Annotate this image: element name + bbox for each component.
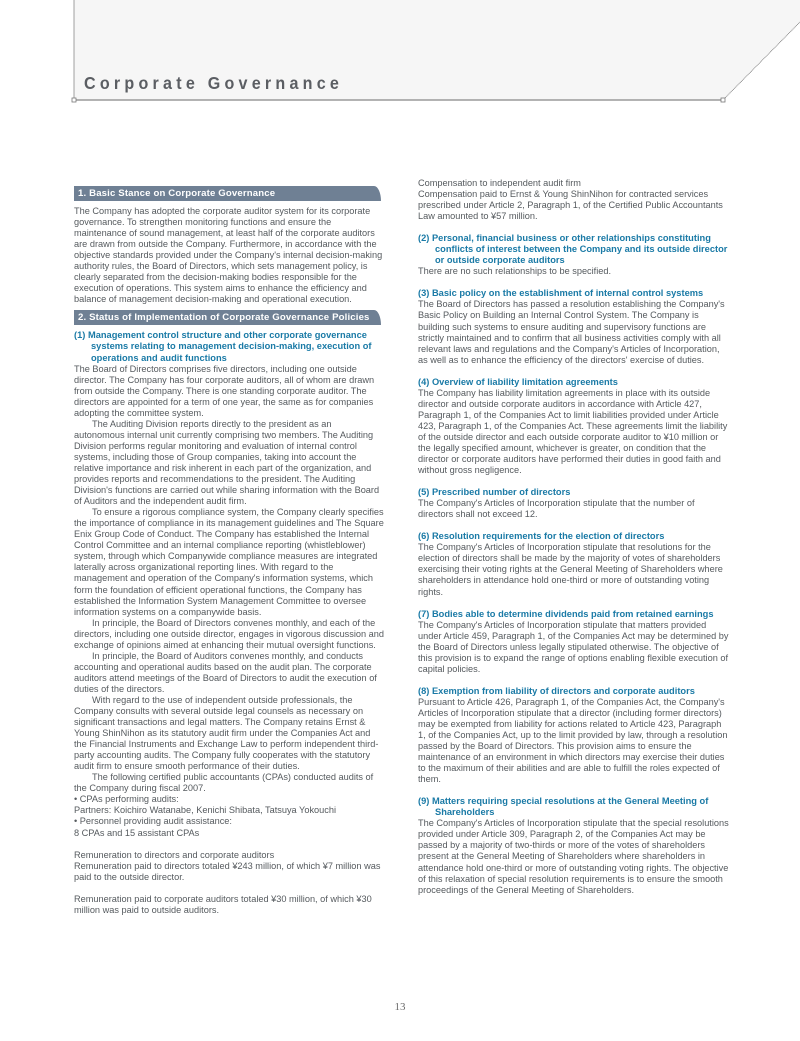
subsection-heading-5: (5) Prescribed number of directors (418, 487, 571, 498)
compensation-title: Compensation to independent audit firm (418, 178, 581, 188)
sub1-paragraph: In principle, the Board of Auditors convenes monthly, and conducts accounting and operational audits based on the audit plan. The corporate auditors attend meetings of the Board of Directors to audit the execution of duties of the directors. (74, 650, 377, 694)
subsection-body-8: Pursuant to Article 426, Paragraph 1, of the Companies Act, the Company's Articles of Incorporation stipulate that a director (including former directors) may be exempted from liability for actions related to Article 423, Paragraph 1, of the Companies Act, up to the limit provided by law, through a resolution passed by the Board of Directors. This provision aims to ensure the maintenance of an environment in which directors may exercise their duties to the maximum of their abilities and are able to fulfill the roles expected of them. (418, 696, 728, 785)
cpa-list-item: 8 CPAs and 15 assistant CPAs (74, 827, 200, 838)
remuneration-directors: Remuneration paid to directors totaled ¥243 million, of which ¥7 million was paid to the outside director. (74, 860, 381, 882)
sub1-paragraph: The Auditing Division reports directly to the president as an autonomous internal unit currently comprising two members. The Auditing Division performs regular monitoring and evaluation of internal control systems, including those of Group companies, taking into account the relative importance and risk inherent in each part of the organization, and provides reports and recommendations to the president. The Auditing Division's functions are carried out while sharing information with the Board of Auditors and the independent audit firm. (74, 418, 380, 507)
subsection-heading-3: (3) Basic policy on the establishment of internal control systems (418, 288, 704, 299)
sub1-paragraph: In principle, the Board of Directors convenes monthly, and each of the directors, including one outside director, engages in vigorous discussion and exchange of opinions aimed at enhancing their mutual oversight functions. (74, 617, 385, 650)
subsection-body-3: The Board of Directors has passed a resolution establishing the Company's Basic Policy on Building an Internal Control System. The Company is building such systems to ensure auditing and supervisory functions are strictly maintained and to confirm that all business activities comply with all relevant laws and regulations and the Company's Articles of Incorporation, as well as to enhance the efficiency of the directors' exercise of duties. (418, 299, 725, 365)
left-column (74, 186, 384, 916)
subsection-heading-8: (8) Exemption from liability of directors and corporate auditors (418, 685, 695, 696)
subsection-body-2: There are no such relationships to be specified. (418, 266, 612, 277)
sub1-paragraph: The Board of Directors comprises five directors, including one outside director. The Company has four corporate auditors, all of whom are drawn from outside the Company. There is one standing corporate auditor. The directors are appointed for a term of one year, the same as for companies adopting the committee system. (74, 363, 375, 418)
corner-marker-left (72, 98, 76, 102)
subsection-body-6: The Company's Articles of Incorporation stipulate that resolutions for the election of directors shall be made by the majority of votes of shareholders exercising their voting rights at the General Meeting of Shareholders where shareholders in attendance hold one-third or more of outstanding voting rights. (418, 542, 723, 597)
compensation-body: Compensation paid to Ernst & Young ShinNihon for contracted services prescribed under Article 2, Paragraph 1, of the Certified Public Accountants Law amounted to ¥57 million. (418, 189, 723, 222)
corner-marker-right (721, 98, 725, 102)
section-heading-basic-stance: 1. Basic Stance on Corporate Governance (74, 186, 381, 201)
sub1-paragraph: With regard to the use of independent outside professionals, the Company consults with several outside legal counsels as necessary on significant transactions and legal matters. The Company retains Ernst & Young ShinNihon as its statutory audit firm under the Companies Act and the Financial Instruments and Exchange Law to perform independent third-party accounting audits. The Company fully cooperates with the statutory audit firm to ensure smooth performance of their duties. (74, 694, 379, 772)
subsection-body-4: The Company has liability limitation agreements in place with its outside director and outside corporate auditors in accordance with Article 427, Paragraph 1, of the Companies Act to limit liabilities provided under Article 423, Paragraph 1, of the Companies Act. These agreements limit the liability of the outside director and each outside corporate auditor to ¥10 million or the legally specified amount, whichever is greater, on condition that the director or corporate auditors have performed their duties in good faith and without gross negligence. (418, 387, 728, 476)
remuneration-title: Remuneration to directors and corporate auditors (74, 849, 275, 860)
subsection-heading-1: (1) Management control structure and other corporate governance systems relating to management decision-making, execution of operations and audit functions (74, 330, 372, 363)
right-column (418, 178, 730, 896)
subsection-body-9: The Company's Articles of Incorporation stipulate that the special resolutions provided under Article 309, Paragraph 2, of the Companies Act may be passed by a majority of two-thirds or more of the votes of shareholders present at the General Meeting of Shareholders where shareholders in attendance hold one-third or more of outstanding voting rights. The objective of this relaxation of special resolution requirements is to ensure the smooth proceedings of the General Meeting of Shareholders. (418, 818, 729, 895)
subsection-body-7: The Company's Articles of Incorporation stipulate that matters provided under Article 459, Paragraph 1, of the Companies Act may be determined by the Board of Directors unless legally stipulated otherwise. The objective of this provision is to expand the range of options enabling flexible execution of capital policies. (418, 619, 729, 674)
remuneration-auditors: Remuneration paid to corporate auditors totaled ¥30 million, of which ¥30 million was paid to outside auditors. (74, 893, 372, 915)
page-title: Corporate Governance (84, 73, 344, 93)
subsection-heading-4: (4) Overview of liability limitation agreements (418, 376, 618, 387)
cpa-list-item: • CPAs performing audits: (74, 794, 179, 805)
cpa-list-item: • Personnel providing audit assistance: (74, 816, 232, 827)
sub1-paragraph: The following certified public accountants (CPAs) conducted audits of the Company during fiscal 2007. (74, 772, 374, 794)
subsection-heading-7: (7) Bodies able to determine dividends paid from retained earnings (418, 608, 714, 619)
subsection-heading-6: (6) Resolution requirements for the election of directors (418, 531, 665, 542)
subsection-heading-2: (2) Personal, financial business or other relationships constituting conflicts of interest between the Company and its outside director or outside corporate auditors (418, 233, 728, 266)
section-heading-implementation-status: 2. Status of Implementation of Corporate Governance Policies (74, 310, 381, 325)
subsection-body-5: The Company's Articles of Incorporation stipulate that the number of directors shall not exceed 12. (418, 498, 695, 520)
basic-stance-body: The Company has adopted the corporate auditor system for its corporate governance. To strengthen monitoring functions and ensure the maintenance of sound management, at least half of the corporate auditors are drawn from outside the Company. Furthermore, in accordance with the objective standards provided under the Company's internal decision-making authority rules, the Board of Directors, which sets management policy, is clearly separated from the decision-making bodies responsible for the execution of operations. This system aims to enhance the efficiency and balance of management decision-making and operational execution. (74, 206, 383, 305)
subsection-heading-9: (9) Matters requiring special resolutions at the General Meeting of Shareholders (418, 796, 709, 818)
page-number: 13 (394, 1001, 406, 1013)
sub1-paragraph: To ensure a rigorous compliance system, the Company clearly specifies the importance of compliance in its management guidelines and The Square Enix Group Code of Conduct. The Company has established the Internal Control Committee and an internal compliance reporting (whistleblower) system, through which Companywide compliance measures are integrated laterally across organizational reporting lines. With regard to the management and operation of the Company's information systems, which form the foundation of efficient operational functions, the Company has established the Information System Management Committee to oversee information systems on a companywide basis. (74, 507, 384, 617)
cpa-list-item: Partners: Koichiro Watanabe, Kenichi Shibata, Tatsuya Yokouchi (74, 805, 337, 816)
